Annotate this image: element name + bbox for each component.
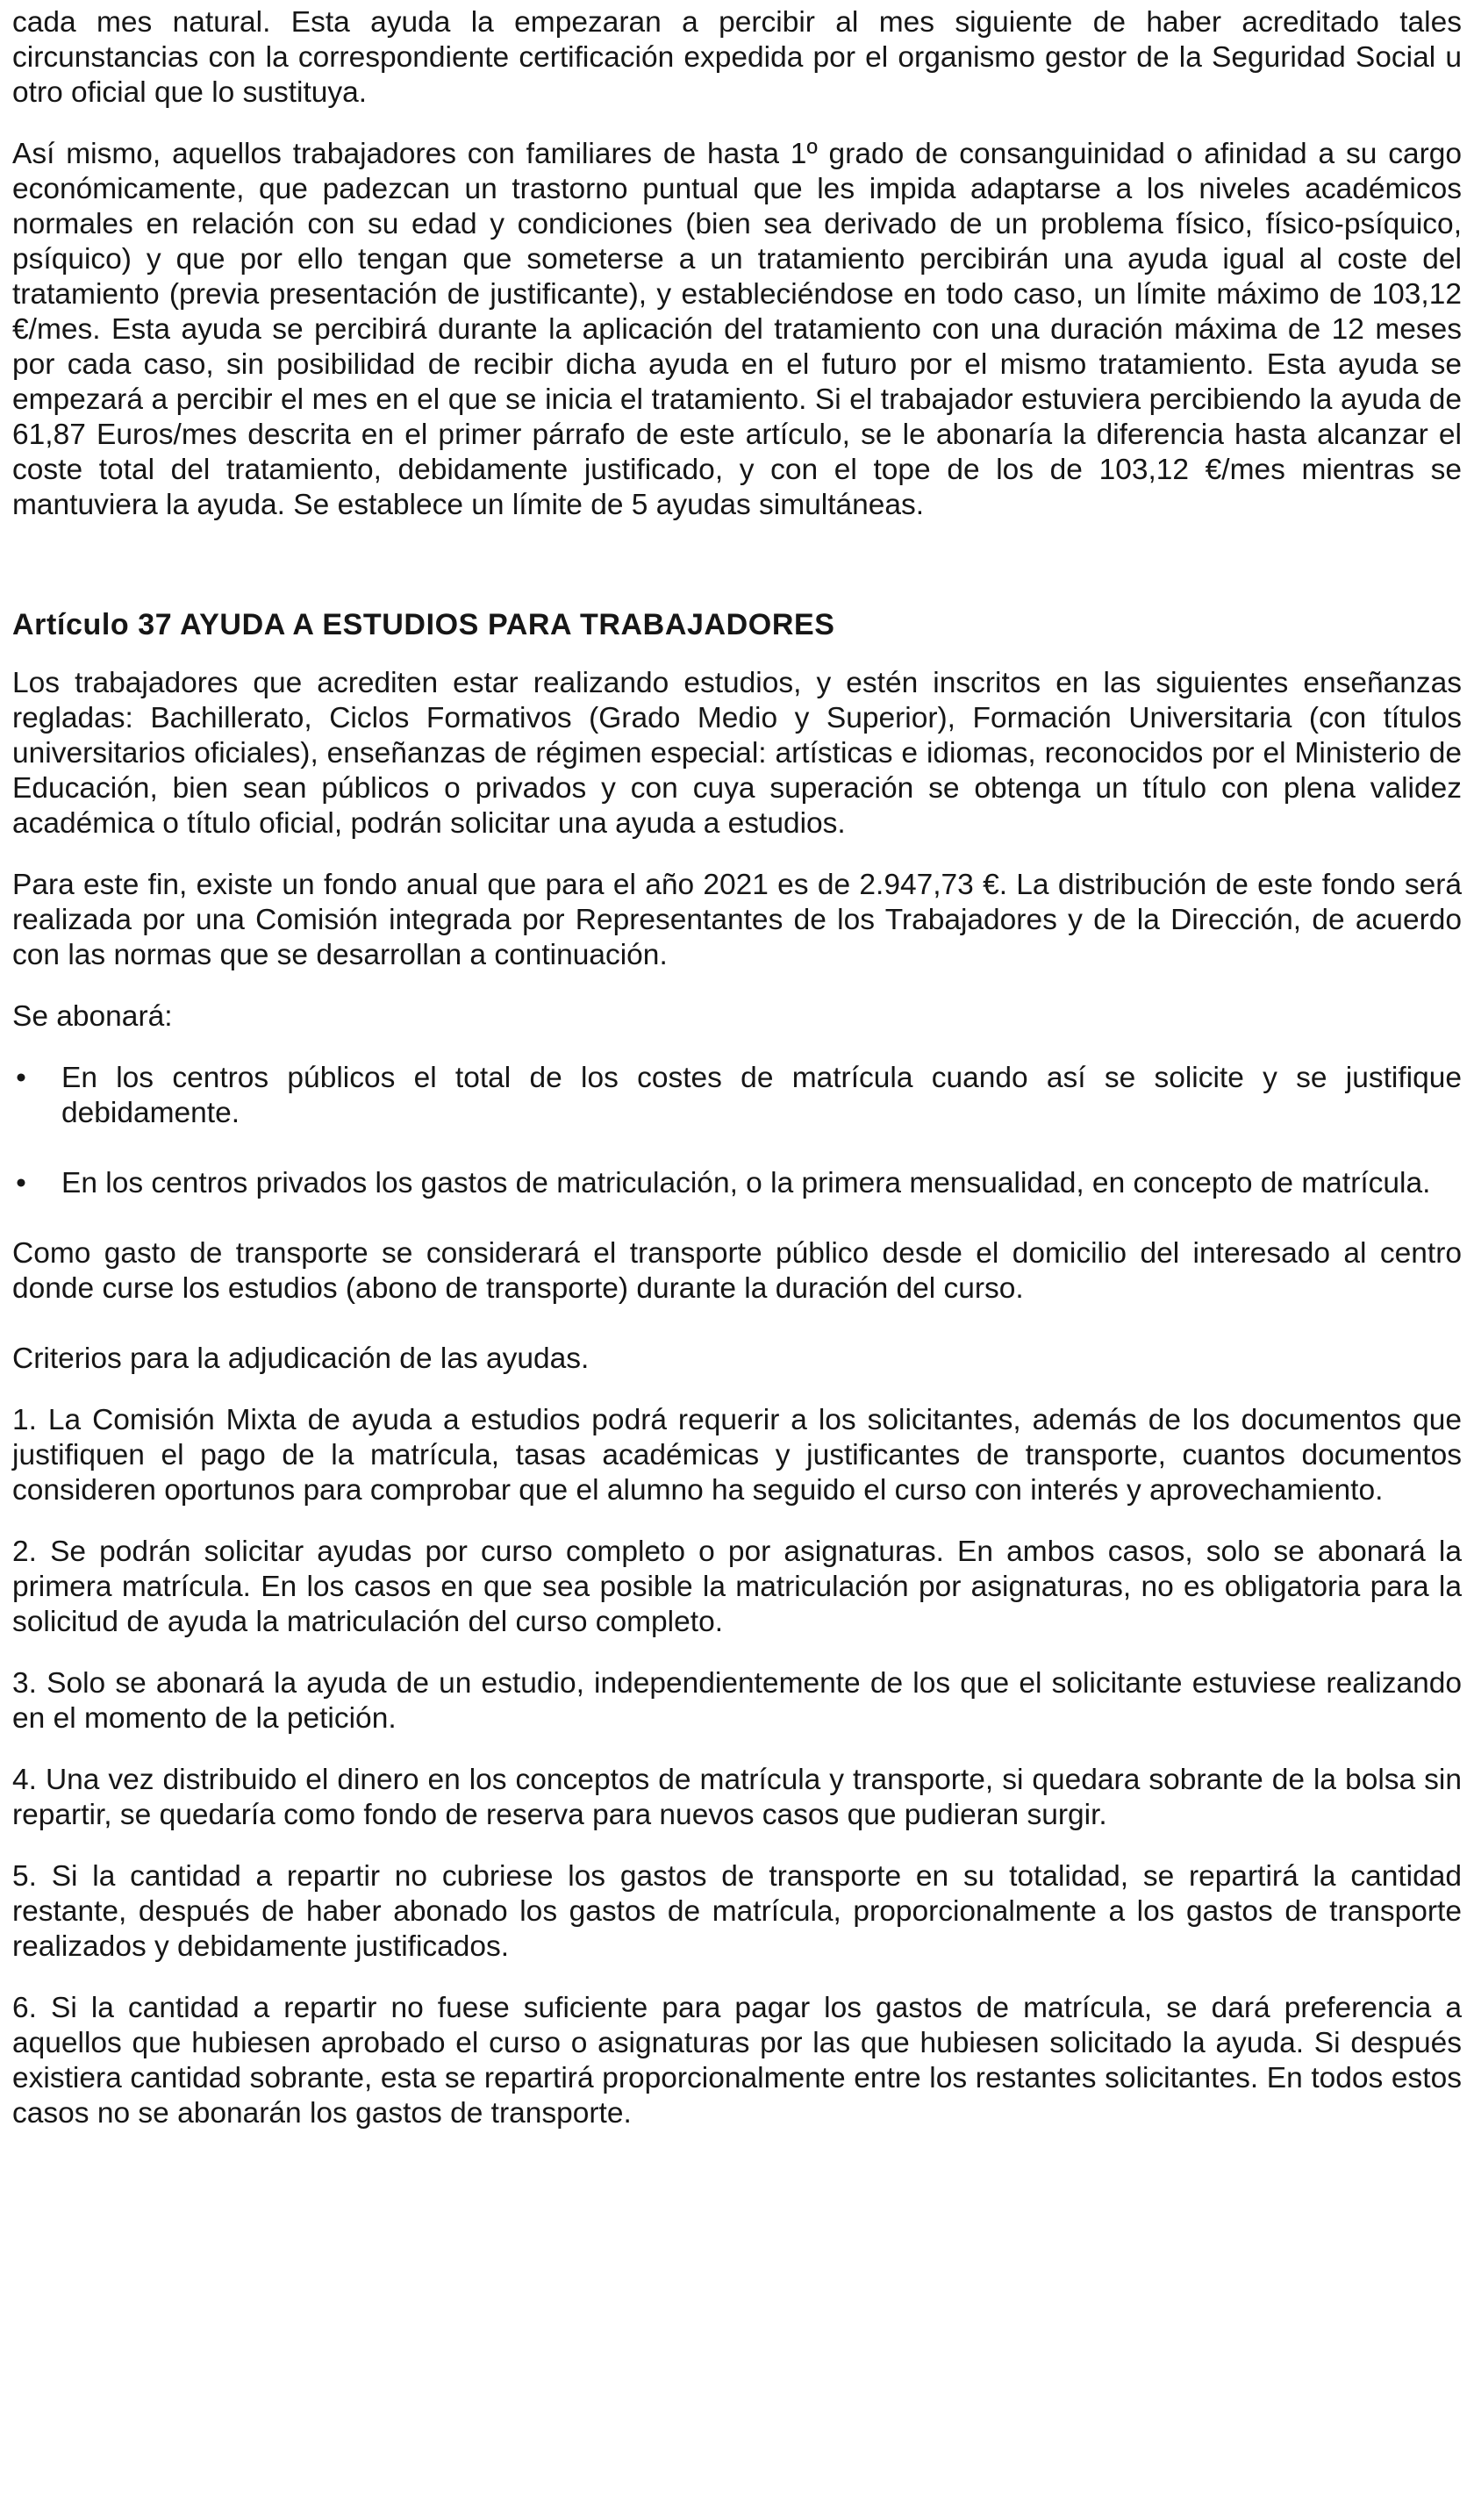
criteria-intro: Criterios para la adjudicación de las ayudas. <box>12 1342 590 1375</box>
article-paragraph-1: Los trabajadores que acrediten estar realizando estudios, y estén inscritos en las siguientes enseñanzas regladas: Bachillerato, Ciclos Formativos (Grado Medio y Superior), Formación Universitaria (con títulos universitarios oficiales), enseñanzas de régimen especial: artísticas e idiomas, reconocidos por el Ministerio de Educación, bien sean públicos o privados y con cuya superación se obtenga un título con plena validez académica o título oficial, podrán solicitar una ayuda a estudios. <box>12 667 1462 840</box>
criteria-item-6: 6. Si la cantidad a repartir no fuese suficiente para pagar los gastos de matrícula, se dará preferencia a aquellos que hubiesen aprobado el curso o asignaturas por las que hubiesen solicitado la ayuda. Si después existiera cantidad sobrante, esta se repartirá proporcionalmente entre los restantes solicitantes. En todos estos casos no se abonarán los gastos de transporte. <box>12 1992 1462 2130</box>
payment-intro: Se abonará: <box>12 1000 173 1033</box>
bullet-icon: • <box>16 1167 26 1199</box>
list-item-text: En los centros públicos el total de los costes de matrícula cuando así se solicite y se justifique debidamente. <box>61 1062 1462 1129</box>
payment-list <box>12 1061 1462 1201</box>
list-item <box>12 1061 1462 1131</box>
article-number: Artículo 37 <box>12 608 173 641</box>
list-item <box>12 1166 1462 1201</box>
criteria-item-5: 5. Si la cantidad a repartir no cubriese los gastos de transporte en su totalidad, se repartirá la cantidad restante, después de haber abonado los gastos de matrícula, proporcionalmente a los gastos de transporte realizados y debidamente justificados. <box>12 1860 1462 1963</box>
criteria-item-4: 4. Una vez distribuido el dinero en los conceptos de matrícula y transporte, si quedara sobrante de la bolsa sin repartir, se quedaría como fondo de reserva para nuevos casos que pudieran surgir. <box>12 1764 1462 1831</box>
transport-paragraph: Como gasto de transporte se considerará el transporte público desde el domicilio del interesado al centro donde curse los estudios (abono de transporte) durante la duración del curso. <box>12 1237 1462 1305</box>
article-heading <box>12 607 1462 642</box>
criteria-item-2: 2. Se podrán solicitar ayudas por curso completo o por asignaturas. En ambos casos, solo se abonará la primera matrícula. En los casos en que sea posible la matriculación por asignaturas, no es obligatoria para la solicitud de ayuda la matriculación del curso completo. <box>12 1536 1462 1638</box>
list-item-text: En los centros privados los gastos de matriculación, o la primera mensualidad, en concepto de matrícula. <box>61 1167 1431 1199</box>
article-paragraph-2: Para este fin, existe un fondo anual que para el año 2021 es de 2.947,73 €. La distribución de este fondo será realizada por una Comisión integrada por Representantes de los Trabajadores y de la Dirección, de acuerdo con las normas que se desarrollan a continuación. <box>12 869 1462 971</box>
criteria-item-1: 1. La Comisión Mixta de ayuda a estudios podrá requerir a los solicitantes, además de los documentos que justifiquen el pago de la matrícula, tasas académicas y justificantes de transporte, cuantos documentos consideren oportunos para comprobar que el alumno ha seguido el curso con interés y aprovechamiento. <box>12 1404 1462 1507</box>
criteria-item-3: 3. Solo se abonará la ayuda de un estudio, independientemente de los que el solicitante estuviese realizando en el momento de la petición. <box>12 1667 1462 1735</box>
bullet-icon: • <box>16 1062 26 1094</box>
article-title: AYUDA A ESTUDIOS PARA TRABAJADORES <box>180 608 835 641</box>
intro-paragraph-1: cada mes natural. Esta ayuda la empezaran a percibir al mes siguiente de haber acreditado tales circunstancias con la correspondiente certificación expedida por el organismo gestor de la Seguridad Social u otro oficial que lo sustituya. <box>12 6 1462 109</box>
section-spacer <box>12 549 1462 607</box>
intro-paragraph-2: Así mismo, aquellos trabajadores con familiares de hasta 1º grado de consanguinidad o afinidad a su cargo económicamente, que padezcan un trastorno puntual que les impida adaptarse a los niveles académicos normales en relación con su edad y condiciones (bien sea derivado de un problema físico, físico-psíquico, psíquico) y que por ello tengan que someterse a un tratamiento percibirán una ayuda igual al coste del tratamiento (previa presentación de justificante), y estableciéndose en todo caso, un límite máximo de 103,12 €/mes. Esta ayuda se percibirá durante la aplicación del tratamiento con una duración máxima de 12 meses por cada caso, sin posibilidad de recibir dicha ayuda en el futuro por el mismo tratamiento. Esta ayuda se empezará a percibir el mes en el que se inicia el tratamiento. Si el trabajador estuviera percibiendo la ayuda de 61,87 Euros/mes descrita en el primer párrafo de este artículo, se le abonaría la diferencia hasta alcanzar el coste total del tratamiento, debidamente justificado, y con el tope de los de 103,12 €/mes mientras se mantuviera la ayuda. Se establece un límite de 5 ayudas simultáneas. <box>12 138 1462 521</box>
document-page <box>12 5 1462 2158</box>
